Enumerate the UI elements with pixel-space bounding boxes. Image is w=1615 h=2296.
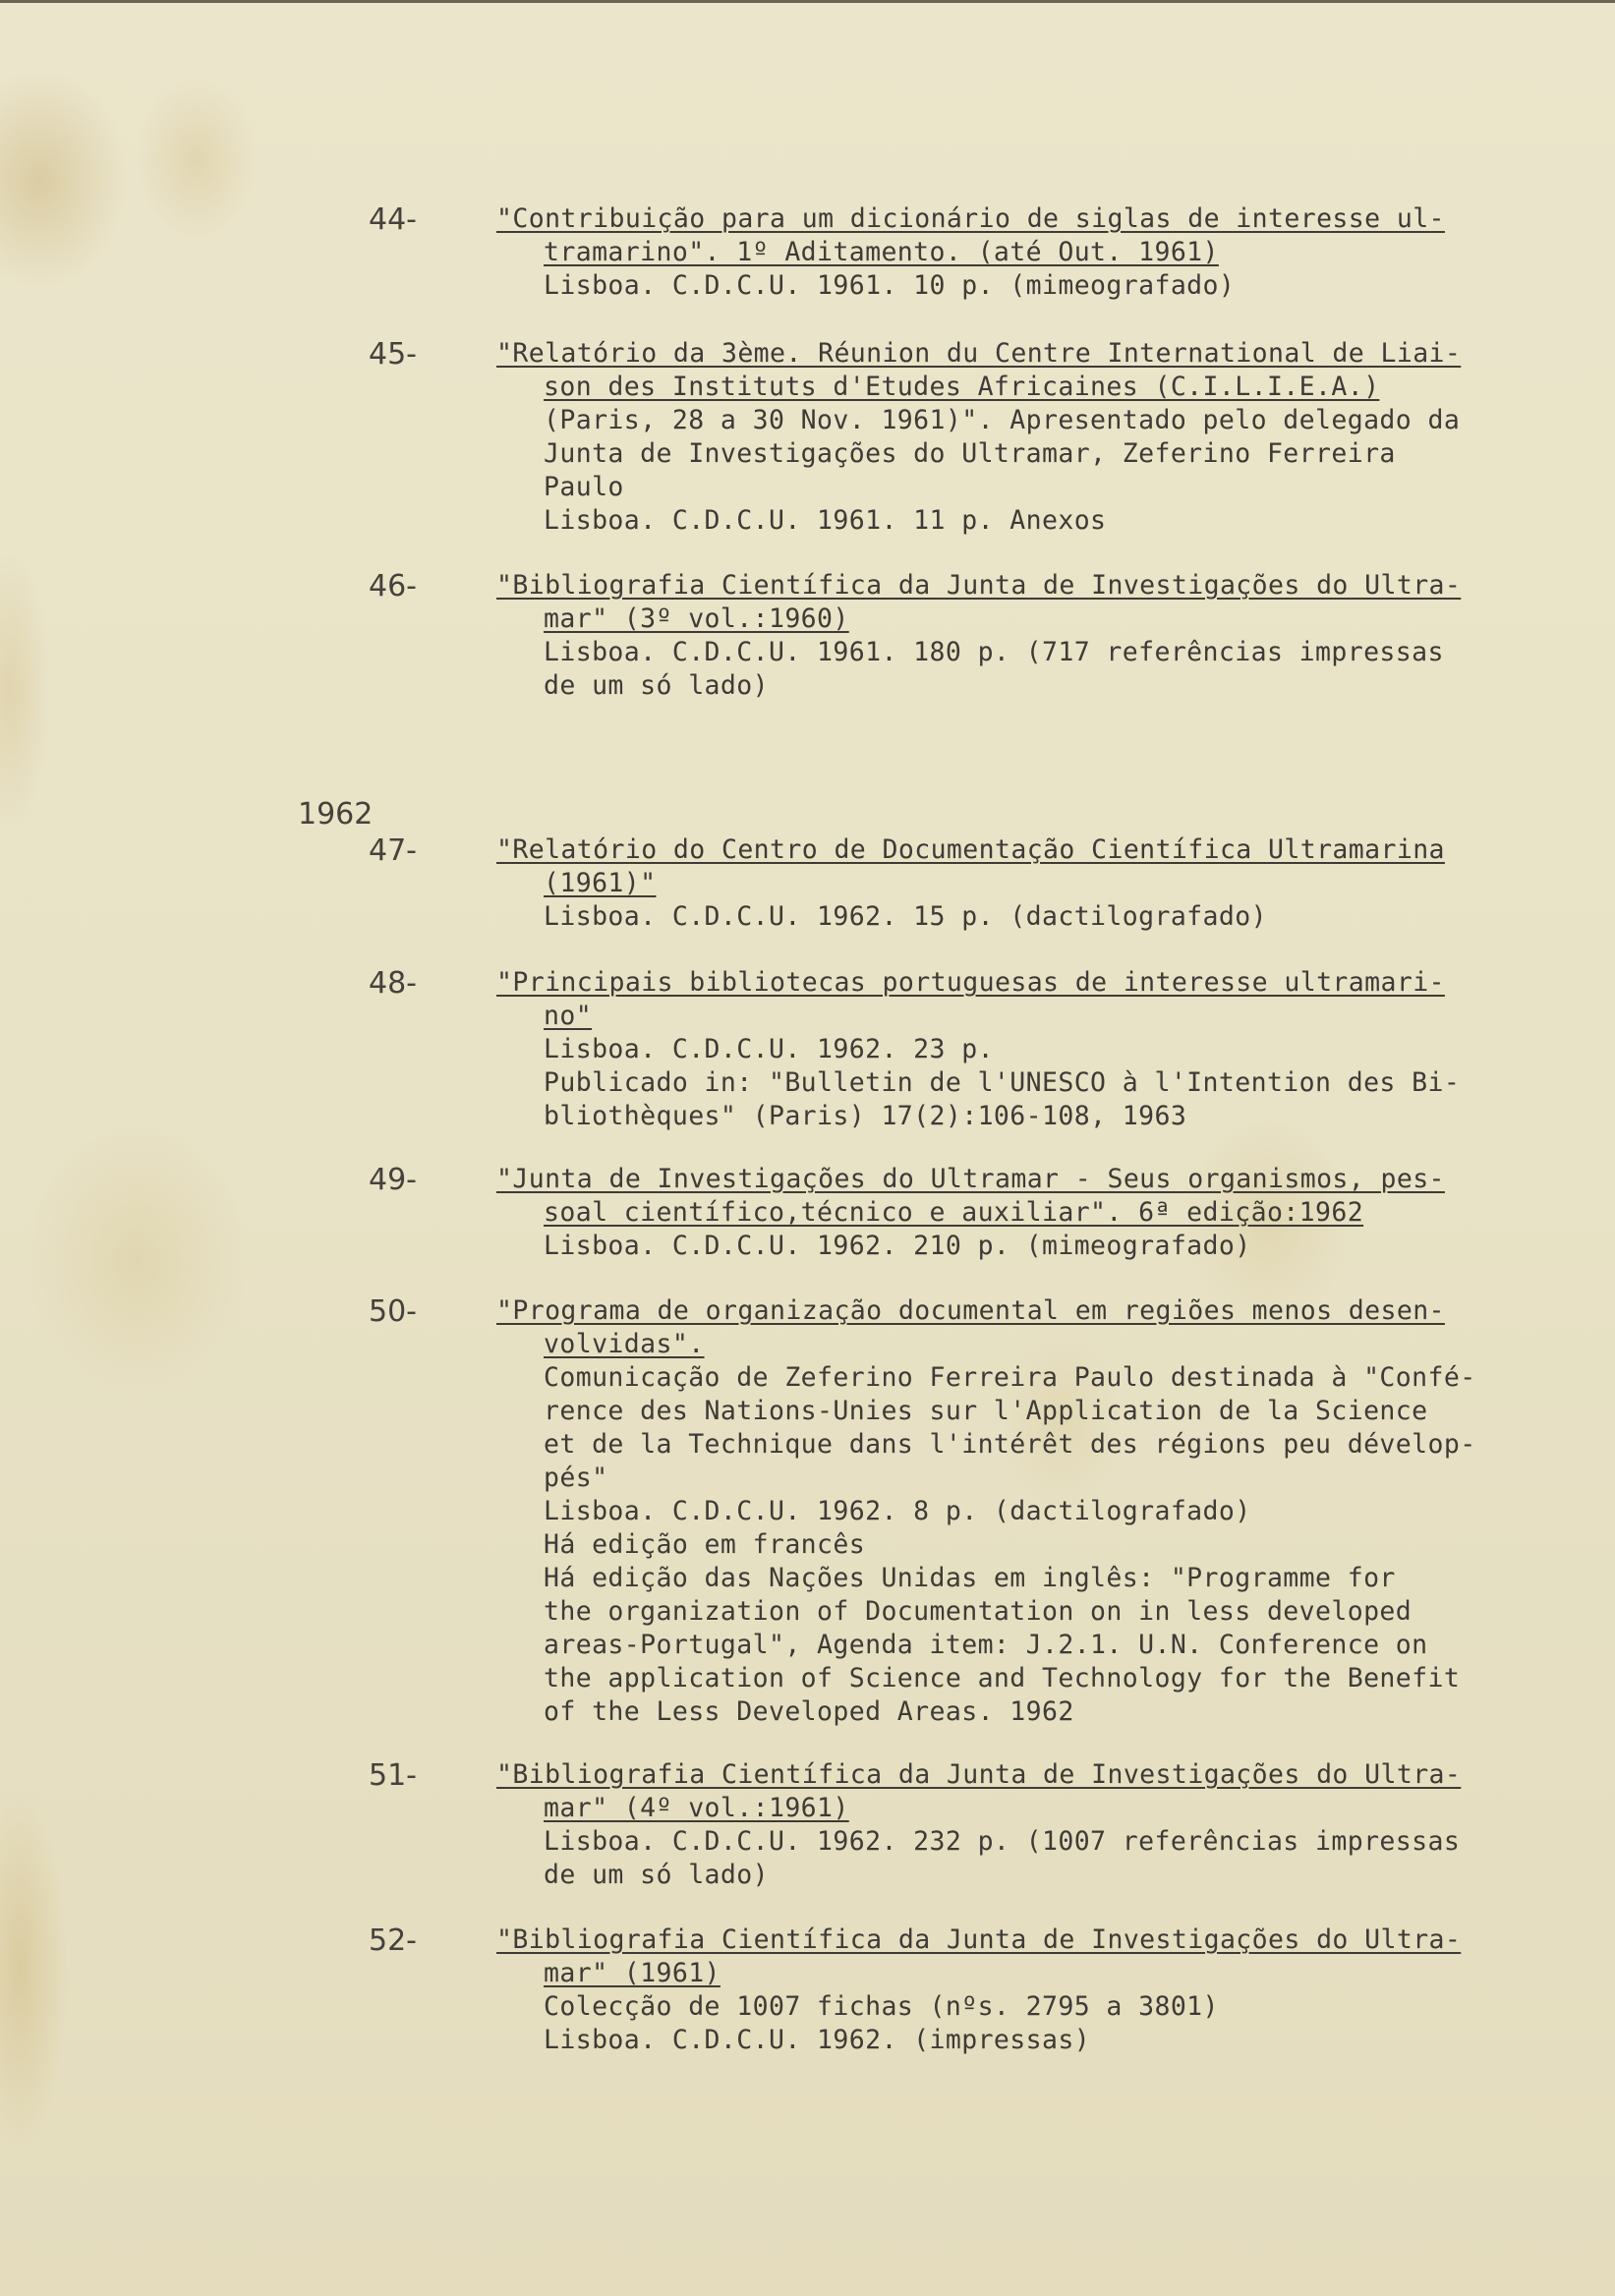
- entry-line: volvidas".: [544, 1329, 705, 1359]
- entry-line: (1961)": [544, 868, 657, 898]
- entry-line: mar" (1961): [544, 1958, 721, 1988]
- entry-line: "Relatório da 3ème. Réunion du Centre International de Liai-: [496, 338, 1462, 369]
- entry-number: 49-: [369, 1163, 417, 1197]
- entry-line: mar" (3º vol.:1960): [544, 603, 849, 634]
- entry-line: areas-Portugal", Agenda item: J.2.1. U.N. Conference on: [544, 1630, 1428, 1660]
- entry-line: Lisboa. C.D.C.U. 1961. 10 p. (mimeografado): [544, 270, 1236, 301]
- entry-number: 50-: [369, 1294, 417, 1329]
- entry-text: [496, 833, 1558, 934]
- entry-line: Lisboa. C.D.C.U. 1962. 232 p. (1007 referências impressas: [544, 1826, 1461, 1857]
- entry-text: [496, 1163, 1558, 1263]
- entry-line: "Bibliografia Científica da Junta de Investigações do Ultra-: [496, 570, 1462, 601]
- entry-line: the application of Science and Technology for the Benefit: [544, 1663, 1461, 1693]
- entry-line: Lisboa. C.D.C.U. 1962. 23 p.: [544, 1034, 994, 1064]
- entry-text: [496, 337, 1558, 538]
- entry-text: [496, 1758, 1558, 1892]
- entry-line: Lisboa. C.D.C.U. 1962. 210 p. (mimeografado): [544, 1231, 1251, 1261]
- entry-line: the organization of Documentation on in less developed: [544, 1596, 1413, 1627]
- entry-line: "Contribuição para um dicionário de siglas de interesse ul-: [496, 203, 1445, 234]
- entry-line: soal científico,técnico e auxiliar". 6ª edição:1962: [544, 1197, 1364, 1228]
- entry-line: rence des Nations-Unies sur l'Application de la Science: [544, 1396, 1428, 1426]
- entry-text: [496, 202, 1558, 303]
- entry-line: Comunicação de Zeferino Ferreira Paulo destinada à "Confé-: [544, 1362, 1476, 1393]
- entry-line: "Bibliografia Científica da Junta de Investigações do Ultra-: [496, 1924, 1462, 1955]
- entry-number: 47-: [369, 833, 417, 868]
- entry-line: bliothèques" (Paris) 17(2):106-108, 1963: [544, 1101, 1187, 1131]
- entry-line: pés": [544, 1463, 608, 1493]
- entry-line: "Principais bibliotecas portuguesas de interesse ultramari-: [496, 967, 1445, 998]
- entry-text: [496, 569, 1558, 703]
- entry-number: 48-: [369, 966, 417, 1001]
- entry-line: Há edição das Nações Unidas em inglês: "Programme for: [544, 1563, 1396, 1593]
- entry-number: 44-: [369, 202, 417, 237]
- entry-line: tramarino". 1º Aditamento. (até Out. 1961): [544, 237, 1219, 267]
- entry-line: Lisboa. C.D.C.U. 1962. 8 p. (dactilografado): [544, 1496, 1251, 1526]
- entry-line: Colecção de 1007 fichas (nºs. 2795 a 3801): [544, 1991, 1219, 2022]
- entry-line: Paulo: [544, 472, 624, 502]
- entry-line: de um só lado): [544, 1860, 769, 1890]
- entry-line: et de la Technique dans l'intérêt des régions peu dévelop-: [544, 1429, 1476, 1460]
- entry-text: [496, 1923, 1558, 2057]
- entry-line: Junta de Investigações do Ultramar, Zeferino Ferreira: [544, 438, 1396, 469]
- entry-text: [496, 966, 1558, 1133]
- entry-line: mar" (4º vol.:1961): [544, 1793, 849, 1823]
- entry-line: Lisboa. C.D.C.U. 1961. 11 p. Anexos: [544, 505, 1107, 536]
- entry-text: [496, 1294, 1558, 1729]
- entry-line: no": [544, 1001, 593, 1031]
- entry-line: Lisboa. C.D.C.U. 1962. 15 p. (dactilografado): [544, 901, 1267, 932]
- entry-line: Lisboa. C.D.C.U. 1962. (impressas): [544, 2025, 1091, 2055]
- year-heading: 1962: [298, 797, 374, 832]
- entry-line: "Relatório do Centro de Documentação Científica Ultramarina: [496, 834, 1445, 865]
- entry-line: of the Less Developed Areas. 1962: [544, 1696, 1074, 1727]
- entry-line: de um só lado): [544, 670, 769, 701]
- entry-line: Lisboa. C.D.C.U. 1961. 180 p. (717 referências impressas: [544, 637, 1444, 667]
- entry-line: son des Instituts d'Etudes Africaines (C.I.L.I.E.A.): [544, 372, 1380, 402]
- entry-number: 52-: [369, 1923, 417, 1958]
- entry-number: 51-: [369, 1758, 417, 1793]
- entry-line: "Programa de organização documental em regiões menos desen-: [496, 1295, 1445, 1326]
- entry-line: "Bibliografia Científica da Junta de Investigações do Ultra-: [496, 1759, 1462, 1790]
- entry-line: Publicado in: "Bulletin de l'UNESCO à l'Intention des Bi-: [544, 1067, 1461, 1098]
- entry-line: (Paris, 28 a 30 Nov. 1961)". Apresentado pelo delegado da: [544, 405, 1461, 435]
- entry-number: 46-: [369, 569, 417, 603]
- entry-line: "Junta de Investigações do Ultramar - Seus organismos, pes-: [496, 1164, 1445, 1194]
- entry-line: Há edição em francês: [544, 1529, 866, 1560]
- entry-number: 45-: [369, 337, 417, 372]
